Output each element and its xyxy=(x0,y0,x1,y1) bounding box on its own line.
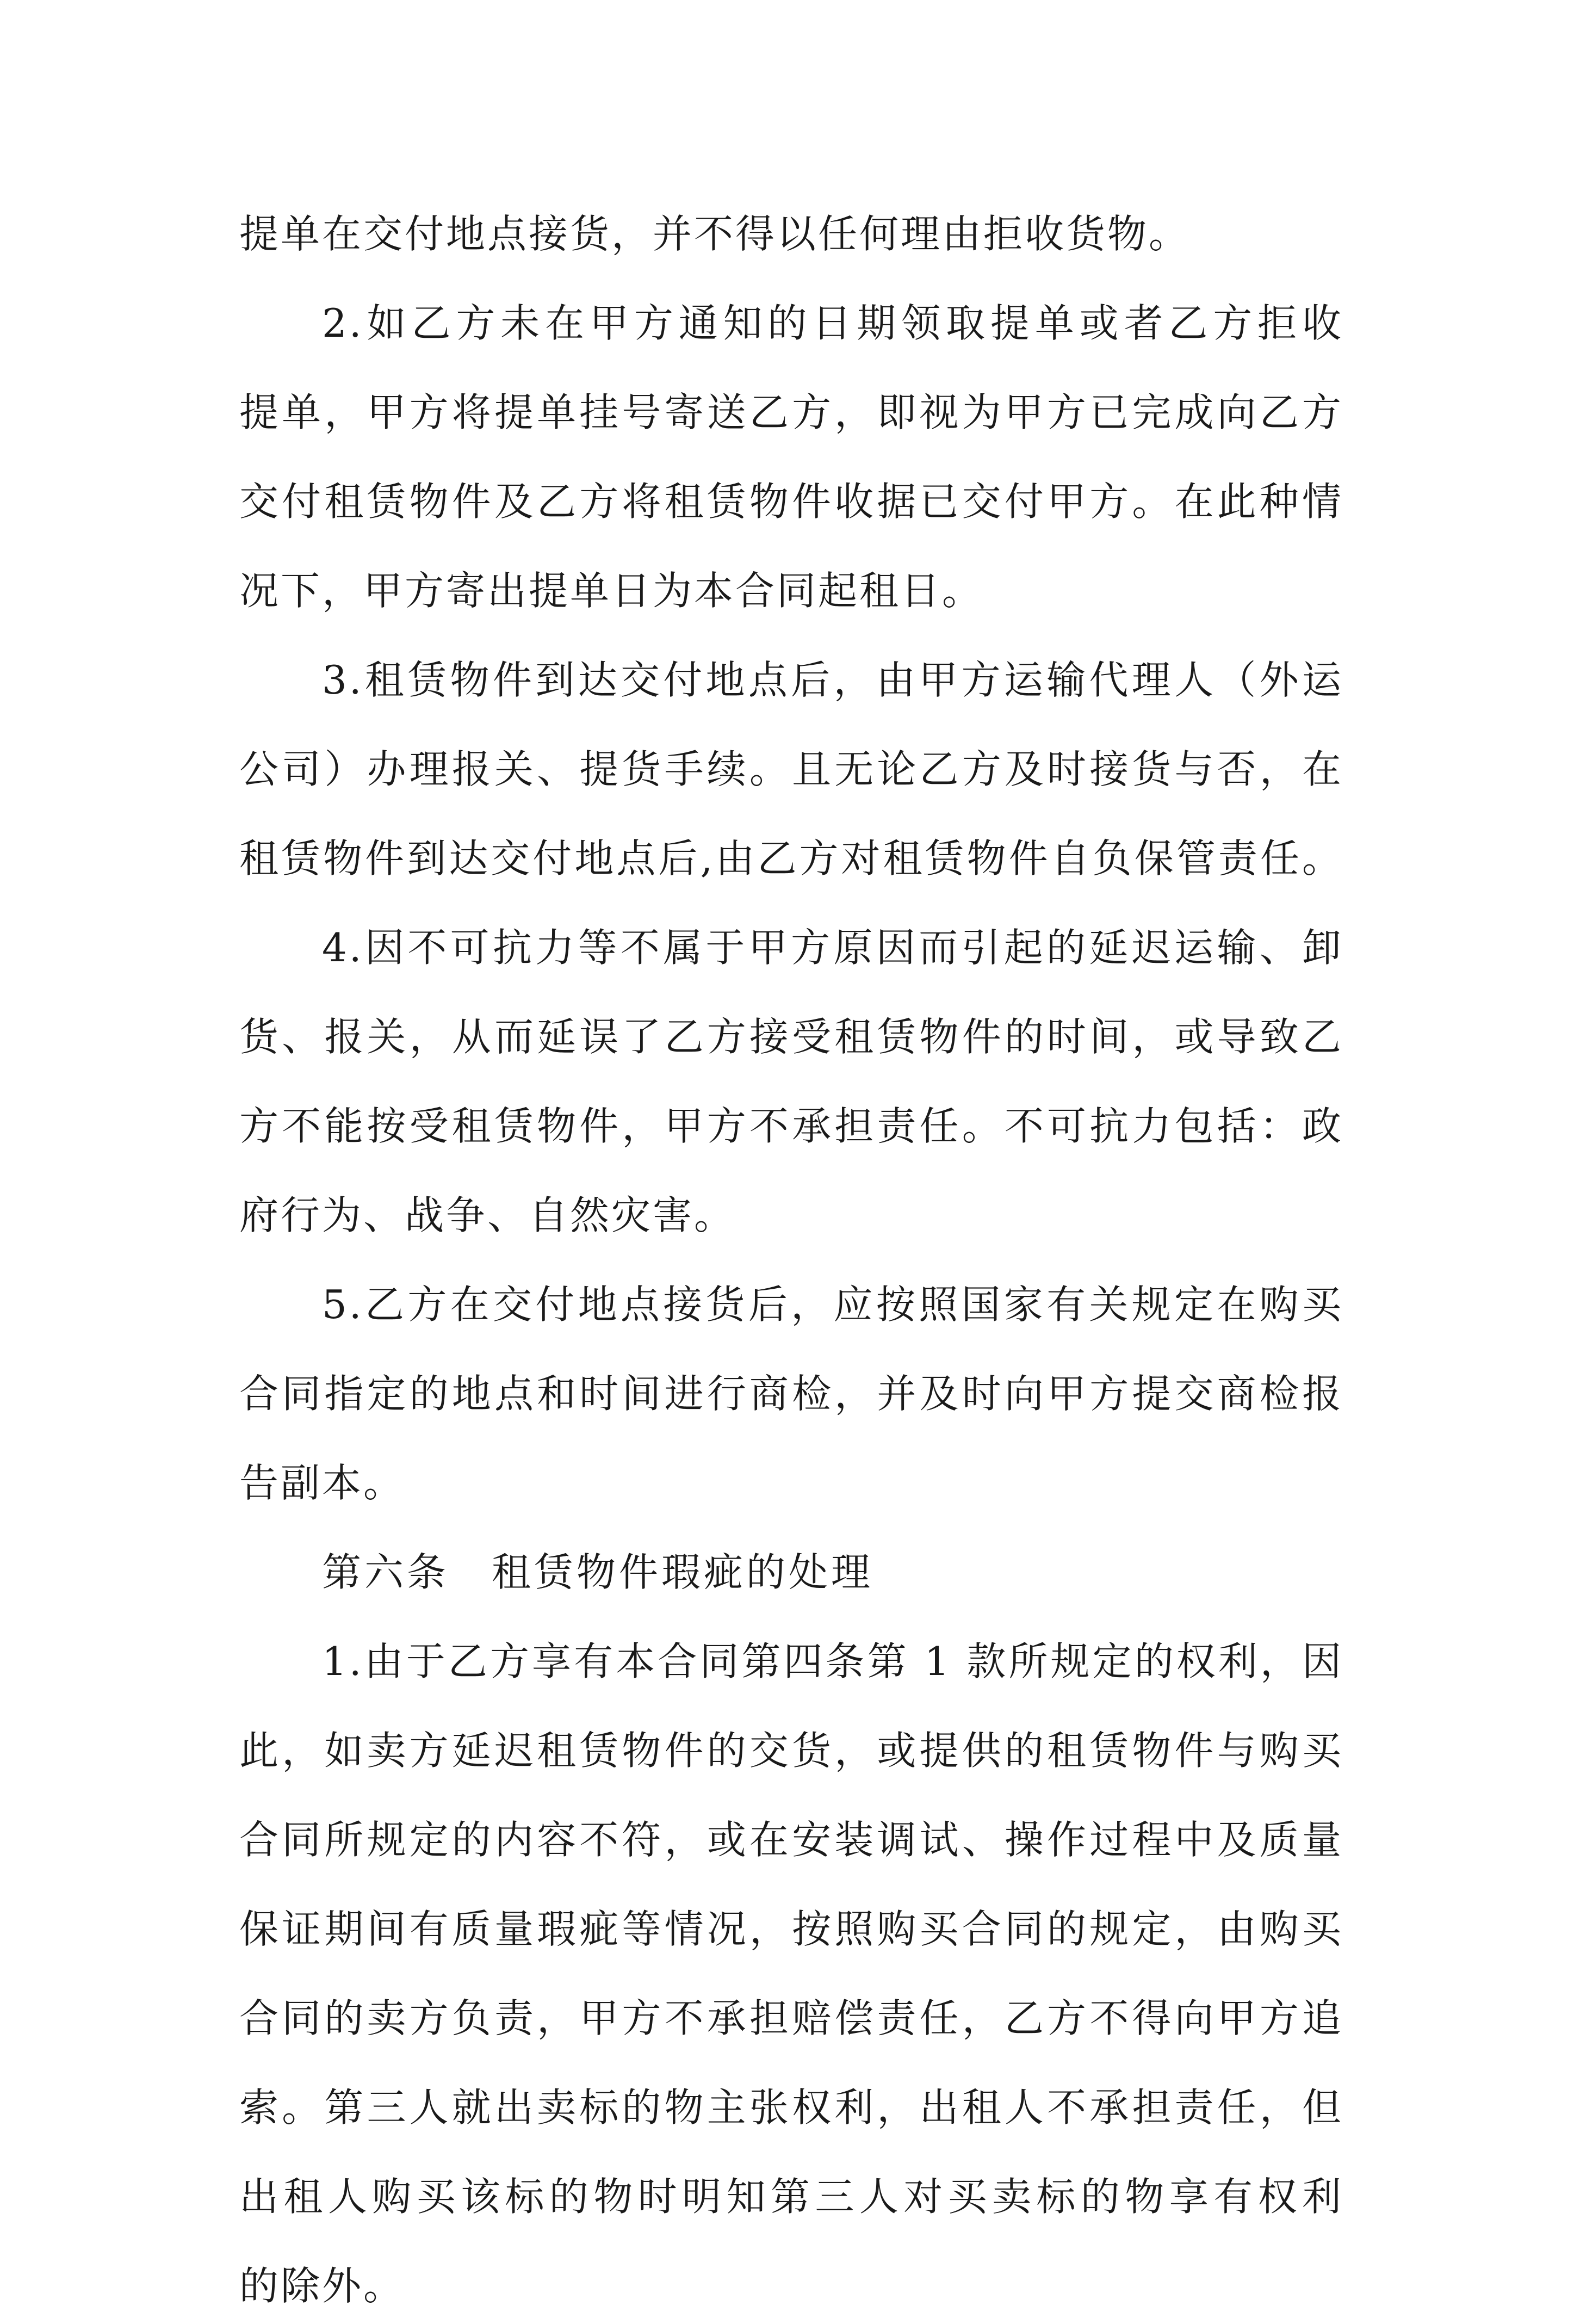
section-heading: 第六条 租赁物件瑕疵的处理 xyxy=(322,1549,874,1595)
paragraph-line: 的除外。 xyxy=(239,2263,405,2309)
paragraph-line: 1.由于乙方享有本合同第四条第 1 款所规定的权利，因 xyxy=(322,1639,1343,1684)
paragraph-line: 保证期间有质量瑕疵等情况，按照购买合同的规定，由购买 xyxy=(239,1906,1343,1952)
paragraph-line: 3.租赁物件到达交付地点后，由甲方运输代理人（外运 xyxy=(322,657,1343,703)
paragraph-line: 2.如乙方未在甲方通知的日期领取提单或者乙方拒收 xyxy=(322,300,1343,346)
paragraph-line: 合同的卖方负责，甲方不承担赔偿责任，乙方不得向甲方追 xyxy=(239,1995,1343,2041)
paragraph-line: 货、报关，从而延误了乙方接受租赁物件的时间，或导致乙 xyxy=(239,1014,1343,1060)
paragraph-line: 提单，甲方将提单挂号寄送乙方，即视为甲方已完成向乙方 xyxy=(239,390,1343,435)
paragraph-line: 4.因不可抗力等不属于甲方原因而引起的延迟运输、卸 xyxy=(322,925,1343,971)
paragraph-line: 况下，甲方寄出提单日为本合同起租日。 xyxy=(239,568,984,614)
paragraph-line: 提单在交付地点接货，并不得以任何理由拒收货物。 xyxy=(239,211,1191,257)
paragraph-line: 府行为、战争、自然灾害。 xyxy=(239,1192,736,1238)
paragraph-line: 租赁物件到达交付地点后,由乙方对租赁物件自负保管责任。 xyxy=(239,836,1343,881)
paragraph-line: 此，如卖方延迟租赁物件的交货，或提供的租赁物件与购买 xyxy=(239,1728,1343,1773)
paragraph-line: 出租人购买该标的物时明知第三人对买卖标的物享有权利 xyxy=(239,2174,1343,2220)
paragraph-line: 合同所规定的内容不符，或在安装调试、操作过程中及质量 xyxy=(239,1817,1343,1863)
paragraph-line: 5.乙方在交付地点接货后，应按照国家有关规定在购买 xyxy=(322,1282,1343,1327)
paragraph-line: 方不能按受租赁物件，甲方不承担责任。不可抗力包括：政 xyxy=(239,1103,1343,1149)
paragraph-line: 索。第三人就出卖标的物主张权利，出租人不承担责任，但 xyxy=(239,2085,1343,2130)
paragraph-line: 告副本。 xyxy=(239,1460,405,1506)
paragraph-line: 公司）办理报关、提货手续。且无论乙方及时接货与否，在 xyxy=(239,746,1343,792)
paragraph-line: 交付租赁物件及乙方将租赁物件收据已交付甲方。在此种情 xyxy=(239,479,1343,524)
paragraph-line: 合同指定的地点和时间进行商检，并及时向甲方提交商检报 xyxy=(239,1371,1343,1417)
